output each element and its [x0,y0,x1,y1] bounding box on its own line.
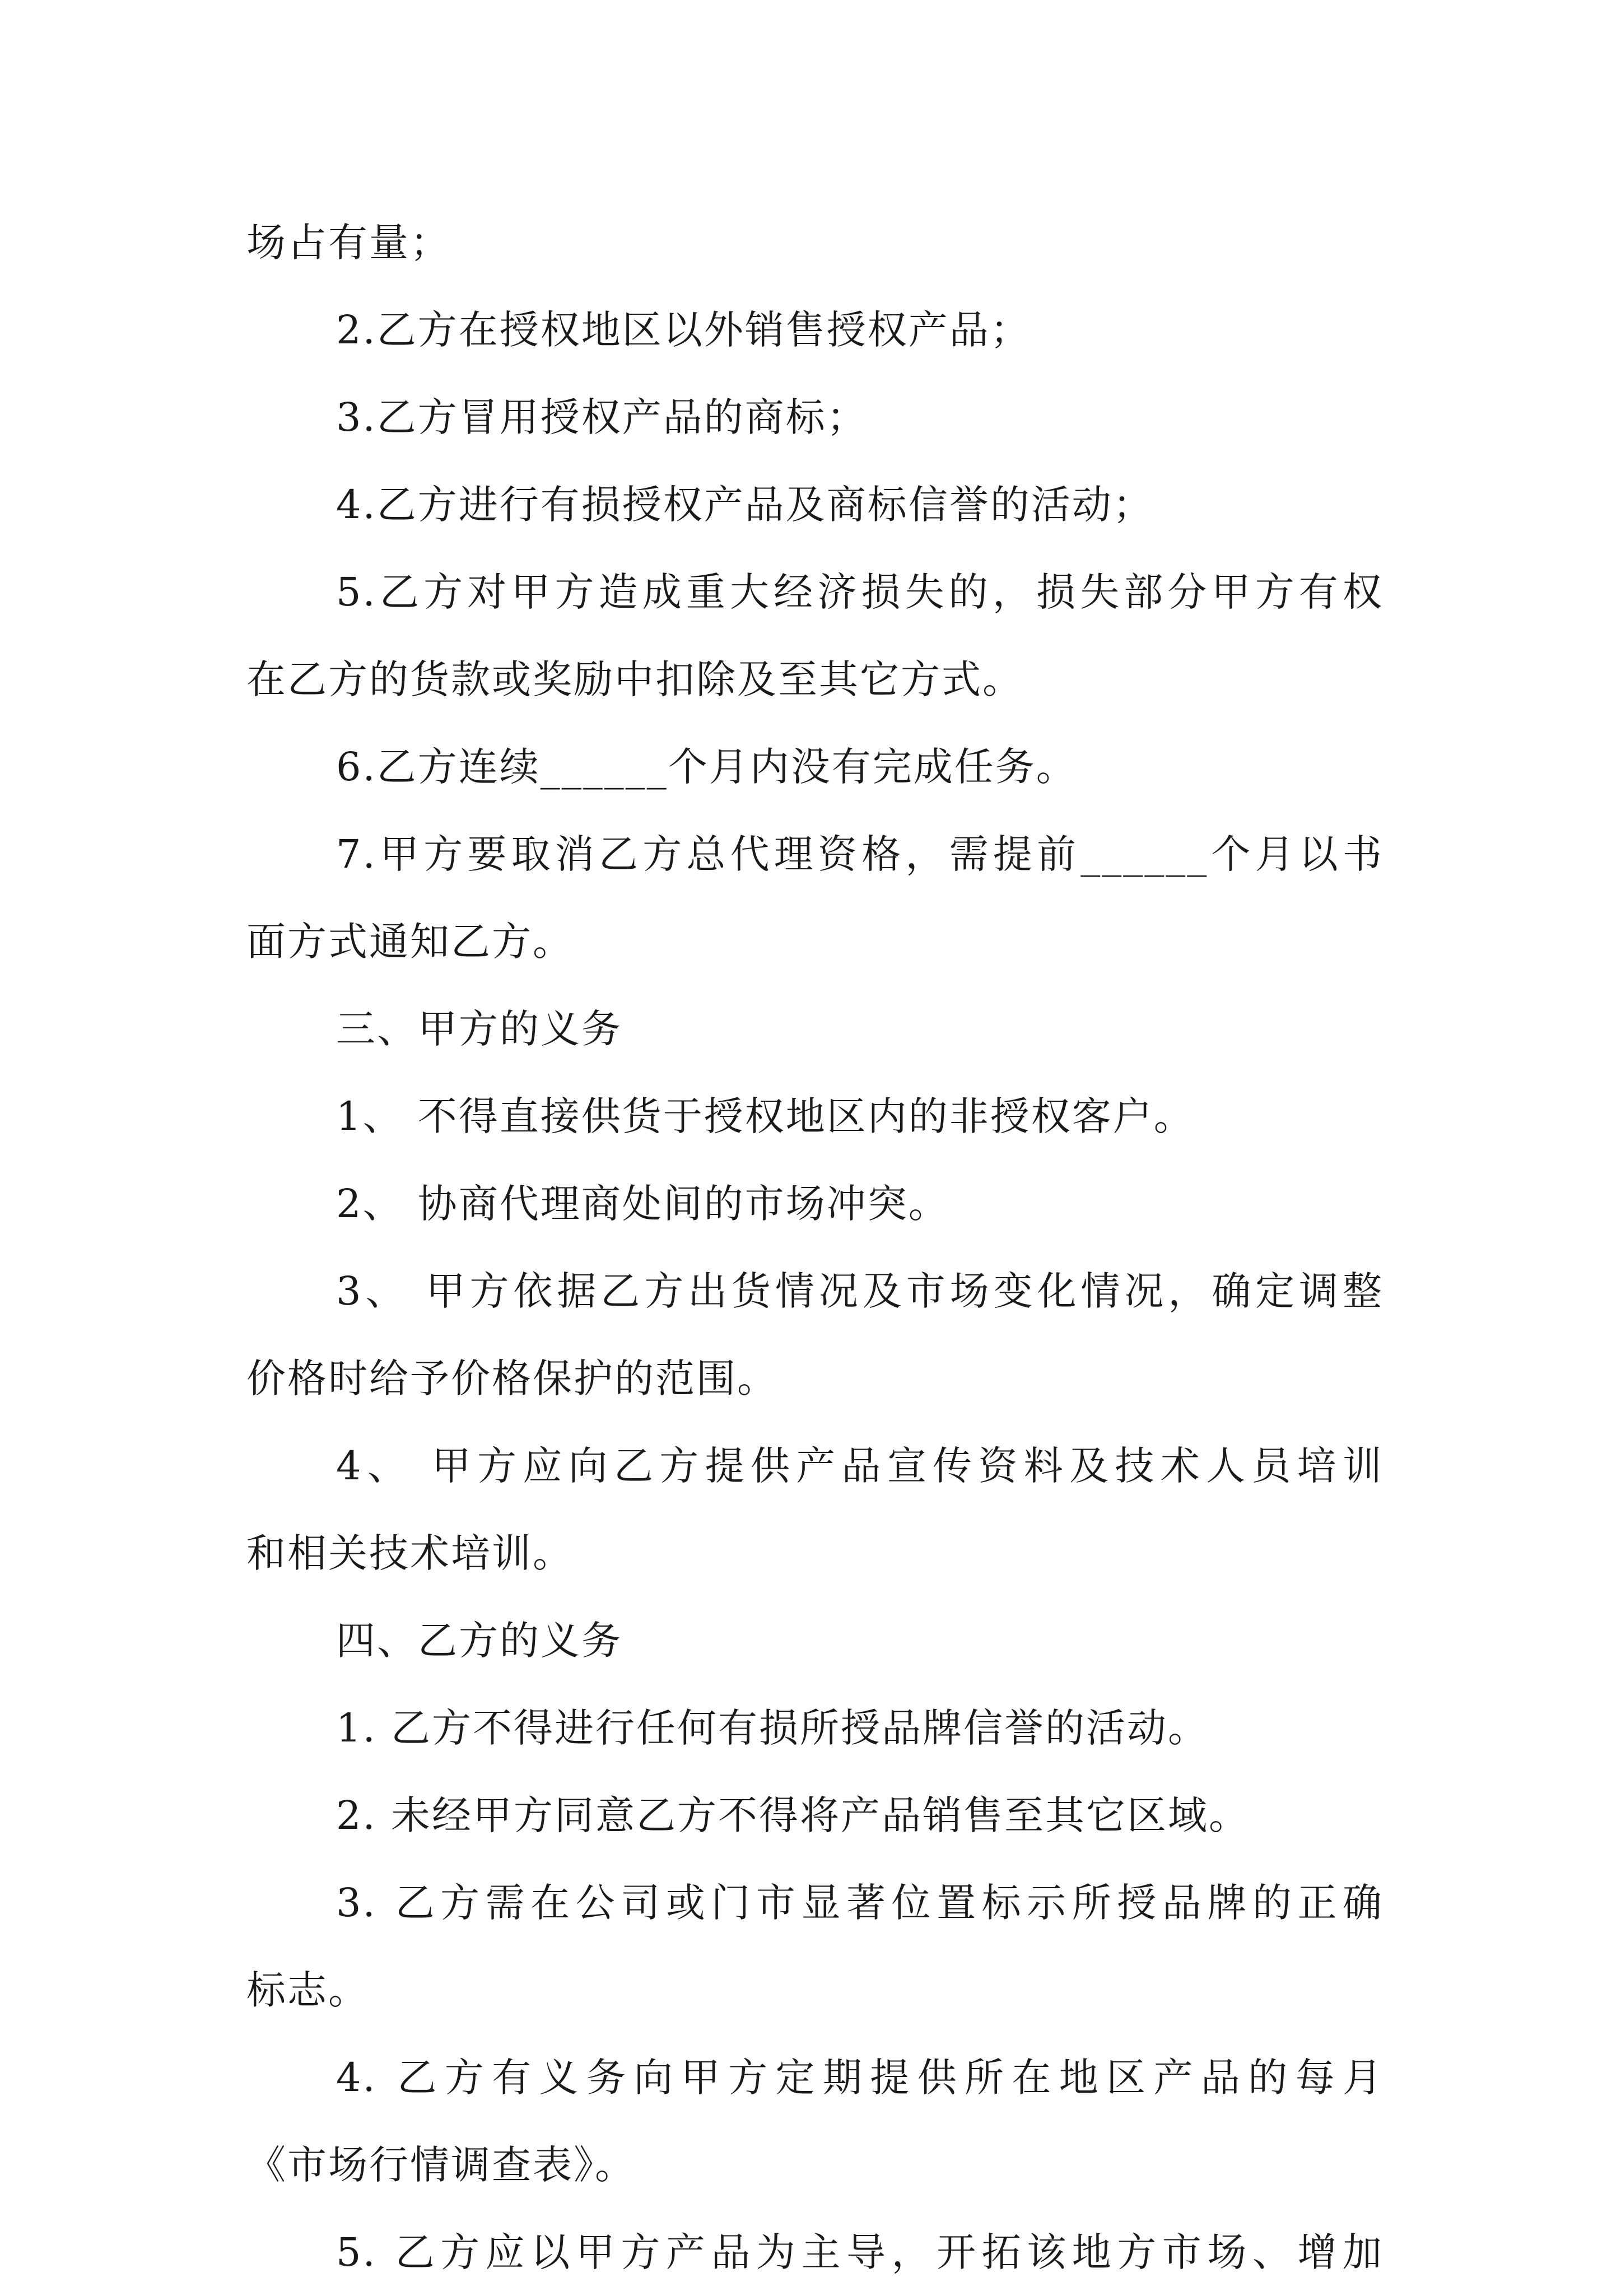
text-line: 场占有量； [246,220,451,266]
text-line: 《市场行情调查表》。 [246,2142,636,2188]
text-line: 面方式通知乙方。 [246,919,574,965]
text-line: 4、 甲方应向乙方提供产品宣传资料及技术人员培训 [336,1443,1384,1489]
text-line: 3. 乙方需在公司或门市显著位置标示所授品牌的正确 [336,1880,1384,1926]
text-line: 3、 甲方依据乙方出货情况及市场变化情况，确定调整 [336,1268,1384,1314]
text-line: 1. 乙方不得进行任何有损所授品牌信誉的活动。 [336,1705,1209,1751]
document-body [246,199,1384,2296]
text-line: 5.乙方对甲方造成重大经济损失的，损失部分甲方有权 [336,569,1384,615]
text-line: 2. 未经甲方同意乙方不得将产品销售至其它区域。 [336,1792,1250,1838]
text-line: 4.乙方进行有损授权产品及商标信誉的活动； [336,482,1154,528]
text-line: 3.乙方冒用授权产品的商标； [336,394,868,440]
text-line: 4. 乙方有义务向甲方定期提供所在地区产品的每月 [336,2055,1384,2101]
section-heading: 四、乙方的义务 [336,1618,622,1664]
text-line: 在乙方的货款或奖励中扣除及至其它方式。 [246,656,1023,702]
text-line: 7.甲方要取消乙方总代理资格，需提前______个月以书 [336,831,1384,877]
text-line: 6.乙方连续______个月内没有完成任务。 [336,744,1077,790]
text-line: 1、 不得直接供货于授权地区内的非授权客户。 [336,1093,1195,1139]
text-line: 标志。 [246,1967,369,2013]
text-line: 2、 协商代理商处间的市场冲突。 [336,1181,949,1227]
text-line: 2.乙方在授权地区以外销售授权产品； [336,307,1031,353]
section-heading: 三、甲方的义务 [336,1006,622,1052]
text-line: 价格时给予价格保护的范围。 [246,1356,778,1401]
text-line: 5. 乙方应以甲方产品为主导，开拓该地方市场、增加 [336,2229,1384,2275]
text-line: 和相关技术培训。 [246,1530,574,1576]
